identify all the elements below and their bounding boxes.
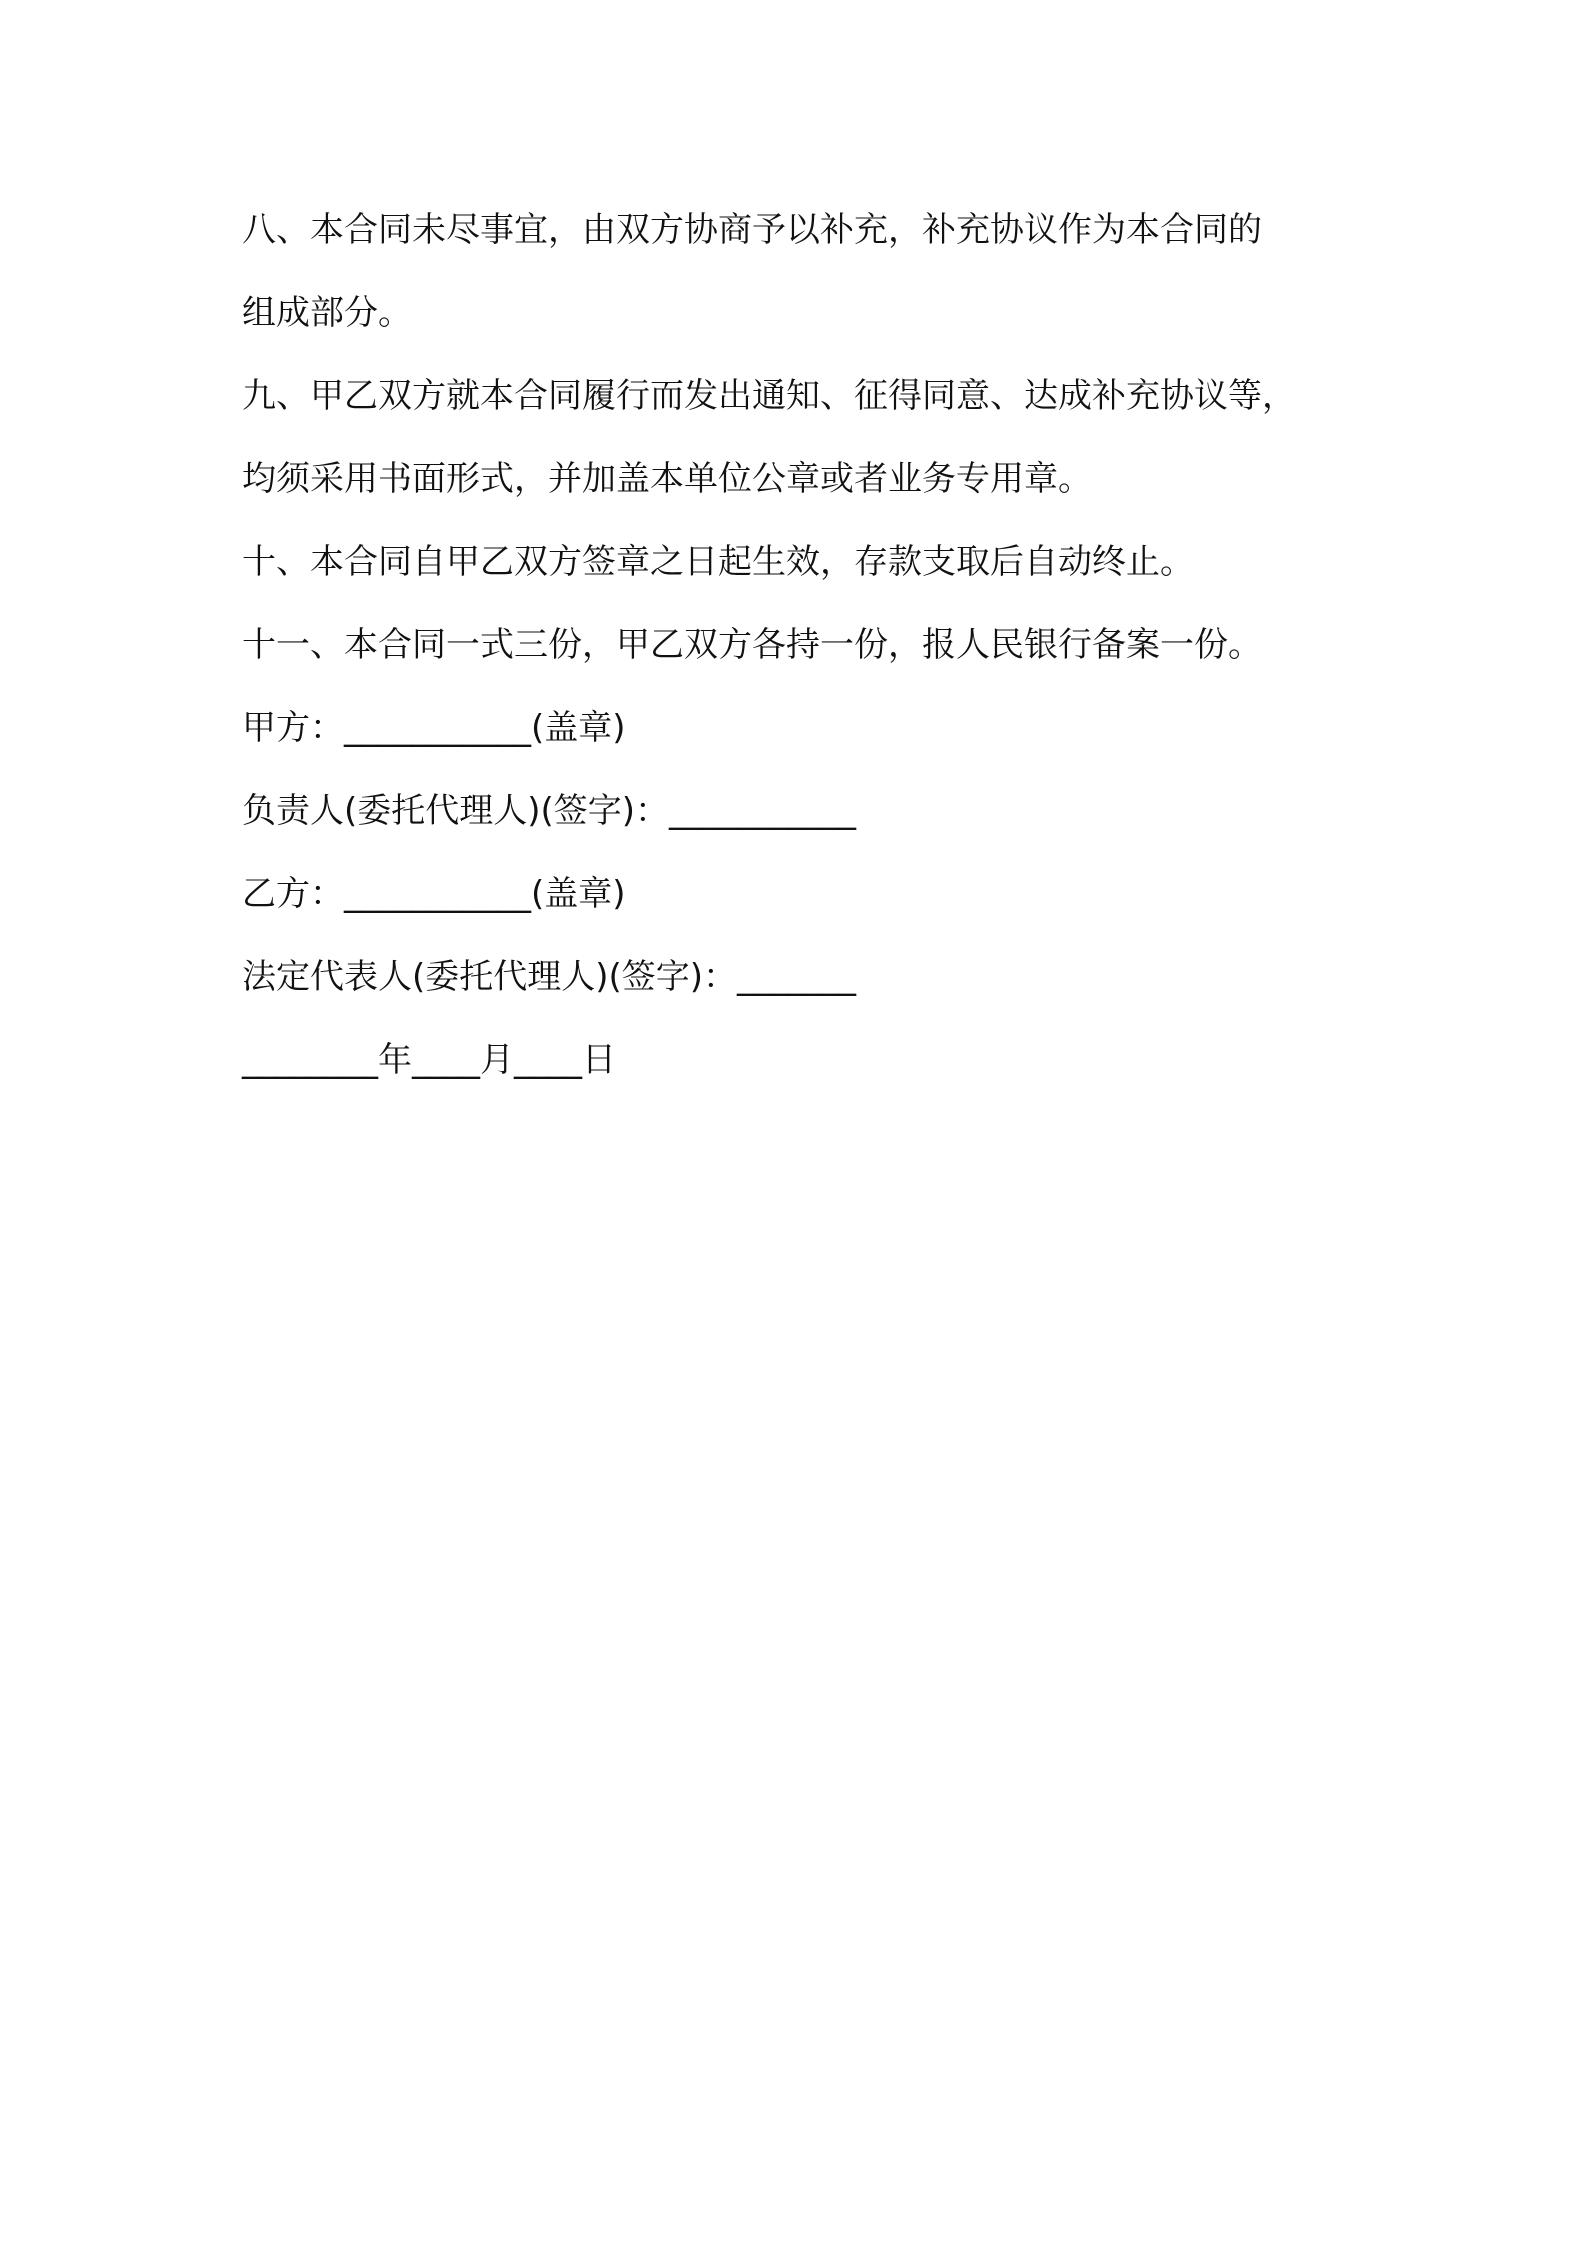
party-a-representative-line: 负责人(委托代理人)(签字)：___________ — [242, 791, 857, 831]
party-b-seal-line: 乙方：___________(盖章) — [242, 874, 626, 914]
date-line: ________年____月____日 — [242, 1040, 616, 1080]
party-a-seal-line: 甲方：___________(盖章) — [242, 708, 626, 748]
clause-9-line-2: 均须采用书面形式，并加盖本单位公章或者业务专用章。 — [242, 459, 1092, 499]
clause-8-line-2: 组成部分。 — [242, 293, 412, 333]
clause-9-line-1: 九、甲乙双方就本合同履行而发出通知、征得同意、达成补充协议等， — [242, 376, 1296, 416]
clause-10-line-1: 十、本合同自甲乙双方签章之日起生效，存款支取后自动终止。 — [242, 542, 1194, 582]
clause-11-line-1: 十一、本合同一式三份，甲乙双方各持一份，报人民银行备案一份。 — [242, 625, 1262, 665]
party-b-representative-line: 法定代表人(委托代理人)(签字)：_______ — [242, 957, 857, 997]
clause-8-line-1: 八、本合同未尽事宜，由双方协商予以补充，补充协议作为本合同的 — [242, 210, 1262, 250]
